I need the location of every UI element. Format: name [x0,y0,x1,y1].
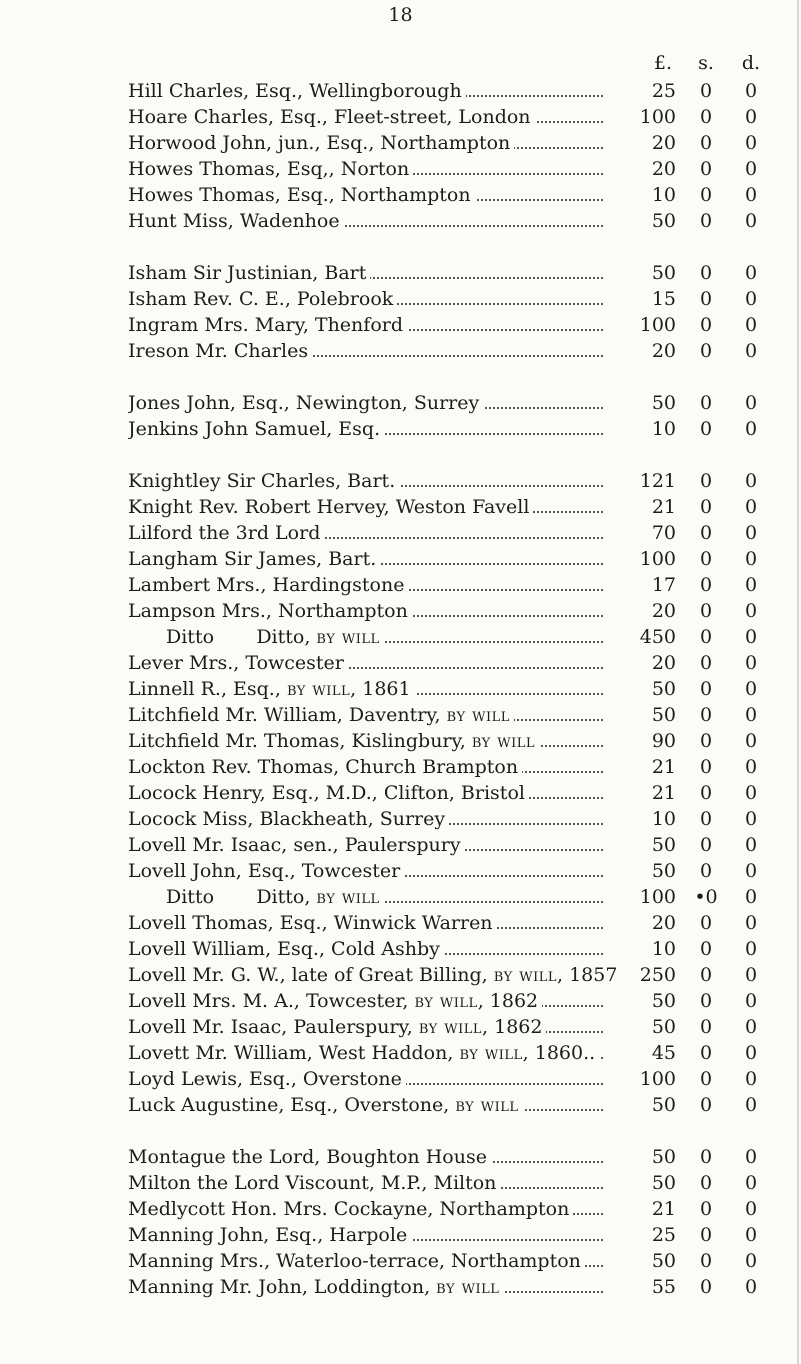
pence-amount: 0 [744,184,758,206]
pounds-amount: 90 [604,728,676,754]
pence-amount: 0 [744,1146,758,1168]
pence-amount: 0 [744,548,758,570]
shillings-amount: 0 [699,1146,713,1168]
ledger-section [0,1144,801,1300]
by-will-note: by will [493,964,557,986]
pounds-amount: 17 [604,572,676,598]
pence-amount: 0 [744,132,758,154]
pounds-amount: 250 [604,962,676,988]
ledger-section [0,78,801,234]
pence-amount: 0 [744,938,758,960]
subscriber-name [128,130,663,156]
pounds-amount: 50 [604,1014,676,1040]
pounds-amount: 20 [604,130,676,156]
shillings-amount: 0 [699,1068,713,1090]
pence-amount: 0 [744,210,758,232]
pounds-amount: 21 [604,780,676,806]
subscriber-name [128,468,663,494]
pence-amount: 0 [744,704,758,726]
subscriber-name-text: Jones John, Esq., Newington, Surrey [128,392,480,414]
shillings-amount: 0 [699,964,713,986]
subscriber-name-text: Lever Mrs., Towcester [128,652,344,674]
pence-amount: 0 [744,756,758,778]
by-will-note: by will [316,626,380,648]
pounds-amount: 10 [604,936,676,962]
by-will-note: by will [436,1276,500,1298]
subscriber-name [128,702,663,728]
subscriber-name-text: Locock Miss, Blackheath, Surrey [128,808,446,830]
ledger-row [0,806,801,832]
by-will-note: by will [414,990,478,1012]
pence-amount: 0 [744,1198,758,1220]
subscriber-name [128,546,663,572]
subscriber-name-text: Loyd Lewis, Esq., Overstone [128,1068,402,1090]
subscriber-name [128,754,663,780]
pence-amount: 0 [744,860,758,882]
shillings-amount: 0 [699,158,713,180]
pounds-amount: 50 [604,1170,676,1196]
by-will-note: by will [286,678,351,700]
pounds-amount: 25 [604,78,676,104]
pence-amount: 0 [744,158,758,180]
pounds-amount: 50 [604,1144,676,1170]
shillings-amount: 0 [699,132,713,154]
pence-amount: 0 [744,470,758,492]
subscriber-name-text: Manning John, Esq., Harpole [128,1224,408,1246]
pounds-amount: 25 [604,1222,676,1248]
page-number: 18 [388,4,413,26]
subscriber-name-text: Lambert Mrs., Hardingstone [128,574,405,596]
ledger-row [0,338,801,364]
shillings-amount: 0 [699,938,713,960]
shillings-amount: 0 [699,1250,713,1272]
year-note: , 1861 [350,678,411,700]
pence-amount: 0 [744,1042,758,1064]
pence-amount: 0 [744,392,758,414]
subscriber-name [128,650,663,676]
ledger-row [0,1222,801,1248]
by-will-note: by will [418,1016,483,1038]
pence-amount: 0 [744,80,758,102]
ledger-row [0,390,801,416]
shillings-amount: 0 [699,912,713,934]
ledger-row [0,1040,801,1066]
pence-header: d. [741,52,761,74]
subscriber-name [128,1014,663,1040]
pounds-amount: 50 [604,702,676,728]
pounds-amount: 50 [604,1092,676,1118]
pounds-header: £. [653,52,672,74]
pence-amount: 0 [744,912,758,934]
subscriber-name-text: Lovell Mr. Isaac, Paulerspury, [128,1016,413,1038]
subscriber-name [128,1222,663,1248]
subscriber-name-text: Locock Henry, Esq., M.D., Clifton, Bristol [128,782,525,804]
pounds-amount: 20 [604,650,676,676]
pence-amount: 0 [744,288,758,310]
subscriber-name [128,728,663,754]
subscriber-name-text: Langham Sir James, Bart. [128,548,377,570]
pence-amount: 0 [744,834,758,856]
pounds-amount: 100 [604,104,676,130]
ledger-row [0,832,801,858]
pounds-amount: 21 [604,494,676,520]
ledger-row [0,286,801,312]
pence-amount: 0 [744,522,758,544]
ledger-row [0,260,801,286]
ledger-row [0,988,801,1014]
shillings-amount: 0 [699,392,713,414]
subscriber-name-text: Lovell Mr. Isaac, sen., Paulerspury [128,834,461,856]
ledger-row [0,520,801,546]
ledger-row [0,624,801,650]
subscriber-name-text: Litchfield Mr. William, Daventry, [128,704,441,726]
pence-amount: 0 [744,1250,758,1272]
pence-amount: 0 [744,886,758,908]
shillings-amount: 0 [699,782,713,804]
pounds-amount: 20 [604,156,676,182]
pounds-amount: 10 [604,806,676,832]
subscriber-name [128,1274,663,1300]
ledger-row [0,1274,801,1300]
pence-amount: 0 [744,340,758,362]
subscriber-name-text: Lilford the 3rd Lord [128,522,321,544]
subscriber-name [128,572,663,598]
subscriber-name-text: Horwood John, jun., Esq., Northampton [128,132,511,154]
pence-amount: 0 [744,600,758,622]
subscriber-name [128,1144,663,1170]
pence-amount: 0 [744,418,758,440]
shillings-amount: 0 [699,730,713,752]
by-will-note: by will [459,1042,523,1064]
pounds-amount: 70 [604,520,676,546]
subscriber-name-text: Lovell Mrs. M. A., Towcester, [128,990,409,1012]
ledger-row [0,416,801,442]
subscriber-name [128,390,663,416]
ledger-row [0,1092,801,1118]
pence-amount: 0 [744,1224,758,1246]
subscriber-name [128,286,663,312]
by-will-note: by will [446,704,510,726]
pounds-amount: 10 [604,416,676,442]
subscriber-name-text: Lovett Mr. William, West Haddon, [128,1042,454,1064]
ledger-row [0,494,801,520]
by-will-note: by will [471,730,536,752]
ledger-section [0,390,801,442]
pounds-amount: 100 [604,884,676,910]
subscriber-name-text: Knight Rev. Robert Hervey, Weston Favell [128,496,530,518]
subscriber-name-text: Lockton Rev. Thomas, Church Brampton [128,756,519,778]
shillings-amount: 0 [699,1224,713,1246]
subscriber-name-text: Lovell Mr. G. W., late of Great Billing, [128,964,488,986]
subscriber-name [128,78,663,104]
ledger-row [0,1144,801,1170]
pence-amount: 0 [744,106,758,128]
subscriber-name [128,884,663,910]
pence-amount: 0 [744,1172,758,1194]
subscriber-name-text: Lovell William, Esq., Cold Ashby [128,938,440,960]
subscriber-name-text: Ditto [166,626,215,648]
ledger-row [0,572,801,598]
subscriber-name-text: Montague the Lord, Boughton House [128,1146,487,1168]
subscriber-name [128,962,663,988]
subscriber-name [128,988,663,1014]
pounds-amount: 50 [604,390,676,416]
subscriber-name-text: Howes Thomas, Esq., Northampton [128,184,471,206]
subscriber-name [128,598,663,624]
pence-amount: 0 [744,964,758,986]
ledger-section [0,468,801,1118]
shillings-amount: 0 [699,1198,713,1220]
subscriber-name [128,312,663,338]
subscriber-name [128,338,663,364]
ledger-row [0,858,801,884]
ledger-row [0,208,801,234]
shillings-amount: 0 [699,184,713,206]
ledger-row [0,104,801,130]
pounds-amount: 20 [604,910,676,936]
ledger-section [0,260,801,364]
pence-amount: 0 [744,990,758,1012]
pence-amount: 0 [744,1094,758,1116]
ledger-row [0,910,801,936]
ledger-row [0,78,801,104]
pence-amount: 0 [744,652,758,674]
shillings-amount: 0 [699,626,713,648]
pence-amount: 0 [744,626,758,648]
shillings-amount: 0 [699,1094,713,1116]
ledger-row [0,312,801,338]
subscriber-name-text: Knightley Sir Charles, Bart. [128,470,396,492]
shillings-amount: 0 [699,1042,713,1064]
shillings-amount: 0 [699,574,713,596]
subscriber-name-text: Hill Charles, Esq., Wellingborough [128,80,462,102]
shillings-amount: 0 [699,1276,713,1298]
subscriber-name-text: Hoare Charles, Esq., Fleet-street, London [128,106,531,128]
subscriber-name-text: Litchfield Mr. Thomas, Kislingbury, [128,730,466,752]
pence-amount: 0 [744,1016,758,1038]
subscriber-name [128,1170,663,1196]
ledger-row [0,650,801,676]
subscriber-name [128,416,663,442]
subscriber-name-text: Lovell Thomas, Esq., Winwick Warren [128,912,493,934]
ledger-row [0,182,801,208]
subscriber-name-text: Howes Thomas, Esq,, Norton [128,158,410,180]
shillings-amount: 0 [699,470,713,492]
subscriber-name-text: Lovell John, Esq., Towcester [128,860,401,882]
subscriber-name [128,910,663,936]
subscriber-name [128,832,663,858]
shillings-amount: 0 [699,860,713,882]
ledger-row [0,468,801,494]
subscriber-name [128,1248,663,1274]
ledger-row [0,780,801,806]
pounds-amount: 121 [604,468,676,494]
subscriber-name [128,624,663,650]
pounds-amount: 10 [604,182,676,208]
shillings-header: s. [698,52,714,74]
pounds-amount: 15 [604,286,676,312]
subscriber-name [128,520,663,546]
ledger-row [0,546,801,572]
pence-amount: 0 [744,1068,758,1090]
subscriber-name [128,676,663,702]
subscriber-name-text: Lampson Mrs., Northampton [128,600,408,622]
subscriber-name-text: Hunt Miss, Wadenhoe [128,210,340,232]
year-note: , 1862 [477,990,539,1012]
ledger-row [0,1196,801,1222]
subscriber-name [128,1092,663,1118]
shillings-amount: 0 [699,652,713,674]
pounds-amount: 50 [604,858,676,884]
shillings-amount: 0 [699,288,713,310]
ledger-row [0,962,801,988]
subscriber-name-text: Medlycott Hon. Mrs. Cockayne, Northampton [128,1198,570,1220]
by-will-note: by will [316,886,380,908]
subscriber-name [128,494,663,520]
pounds-amount: 100 [604,1066,676,1092]
ledger-row [0,130,801,156]
subscriber-name-text: Milton the Lord Viscount, M.P., Milton [128,1172,497,1194]
pounds-amount: 50 [604,988,676,1014]
pounds-amount: 20 [604,598,676,624]
subscription-ledger [0,78,801,1326]
subscriber-name [128,260,663,286]
pounds-amount: 21 [604,1196,676,1222]
pence-amount: 0 [744,262,758,284]
subscriber-name [128,936,663,962]
year-note: , 1862 [482,1016,543,1038]
ledger-row [0,1248,801,1274]
subscriber-name [128,806,663,832]
ledger-row [0,702,801,728]
shillings-amount: 0 [699,548,713,570]
pounds-amount: 100 [604,546,676,572]
shillings-amount: 0 [699,756,713,778]
shillings-amount: 0 [699,678,713,700]
ledger-row [0,884,801,910]
ledger-row [0,936,801,962]
shillings-amount: 0 [699,496,713,518]
subscriber-name [128,156,663,182]
shillings-amount: 0 [699,600,713,622]
pence-amount: 0 [744,678,758,700]
subscriber-name [128,182,663,208]
pounds-amount: 50 [604,1248,676,1274]
pounds-amount: 50 [604,832,676,858]
shillings-amount: 0 [699,522,713,544]
shillings-amount: 0 [699,210,713,232]
subscriber-name [128,780,663,806]
ledger-row [0,676,801,702]
pounds-amount: 50 [604,260,676,286]
shillings-amount: 0 [699,80,713,102]
shillings-amount: 0 [699,834,713,856]
pounds-amount: 21 [604,754,676,780]
shillings-amount: 0 [699,340,713,362]
pence-amount: 0 [744,314,758,336]
shillings-amount: 0 [699,1016,713,1038]
ditto-text: Ditto, [256,886,311,908]
subscriber-name [128,1040,663,1066]
ledger-row [0,156,801,182]
subscriber-name-text: Ingram Mrs. Mary, Thenford [128,314,403,336]
subscriber-name-text: Manning Mrs., Waterloo-terrace, Northampton [128,1250,581,1272]
subscriber-name-text: Manning Mr. John, Loddington, [128,1276,431,1298]
ledger-row [0,1066,801,1092]
year-note: , 1857 [556,964,618,986]
subscriber-name-text: Ireson Mr. Charles [128,340,309,362]
ledger-row [0,598,801,624]
subscriber-name [128,858,663,884]
pence-amount: 0 [744,1276,758,1298]
shillings-amount: 0 [699,418,713,440]
shillings-amount: 0 [699,1172,713,1194]
subscriber-name-text: Isham Rev. C. E., Polebrook [128,288,394,310]
shillings-amount: 0 [699,990,713,1012]
pence-amount: 0 [744,730,758,752]
pounds-amount: 50 [604,676,676,702]
pounds-amount: 45 [604,1040,676,1066]
ledger-row [0,1014,801,1040]
pounds-amount: 100 [604,312,676,338]
pence-amount: 0 [744,782,758,804]
by-will-note: by will [455,1094,519,1116]
subscriber-name-text: Ditto [166,886,215,908]
pounds-amount: 20 [604,338,676,364]
shillings-amount: 0 [699,262,713,284]
pence-amount: 0 [744,808,758,830]
subscriber-name [128,1066,663,1092]
ditto-text: Ditto, [256,626,311,648]
subscriber-name-text: Isham Sir Justinian, Bart [128,262,367,284]
pounds-amount: 50 [604,208,676,234]
subscriber-name [128,208,663,234]
ledger-row [0,754,801,780]
ledger-row [0,1170,801,1196]
shillings-amount: 0 [699,808,713,830]
subscriber-name [128,104,663,130]
shillings-amount: 0 [699,314,713,336]
pence-amount: 0 [744,496,758,518]
year-note: , 1860.. [522,1042,596,1064]
subscriber-name-text: Jenkins John Samuel, Esq. [128,418,381,440]
shillings-amount: 0 [699,106,713,128]
shillings-amount: •0 [694,886,718,908]
pounds-amount: 450 [604,624,676,650]
ledger-row [0,728,801,754]
page-edge [797,0,799,1364]
shillings-amount: 0 [699,704,713,726]
pounds-amount: 55 [604,1274,676,1300]
subscriber-name-text: Linnell R., Esq., [128,678,281,700]
pence-amount: 0 [744,574,758,596]
subscriber-name [128,1196,663,1222]
subscriber-name-text: Luck Augustine, Esq., Overstone, [128,1094,450,1116]
